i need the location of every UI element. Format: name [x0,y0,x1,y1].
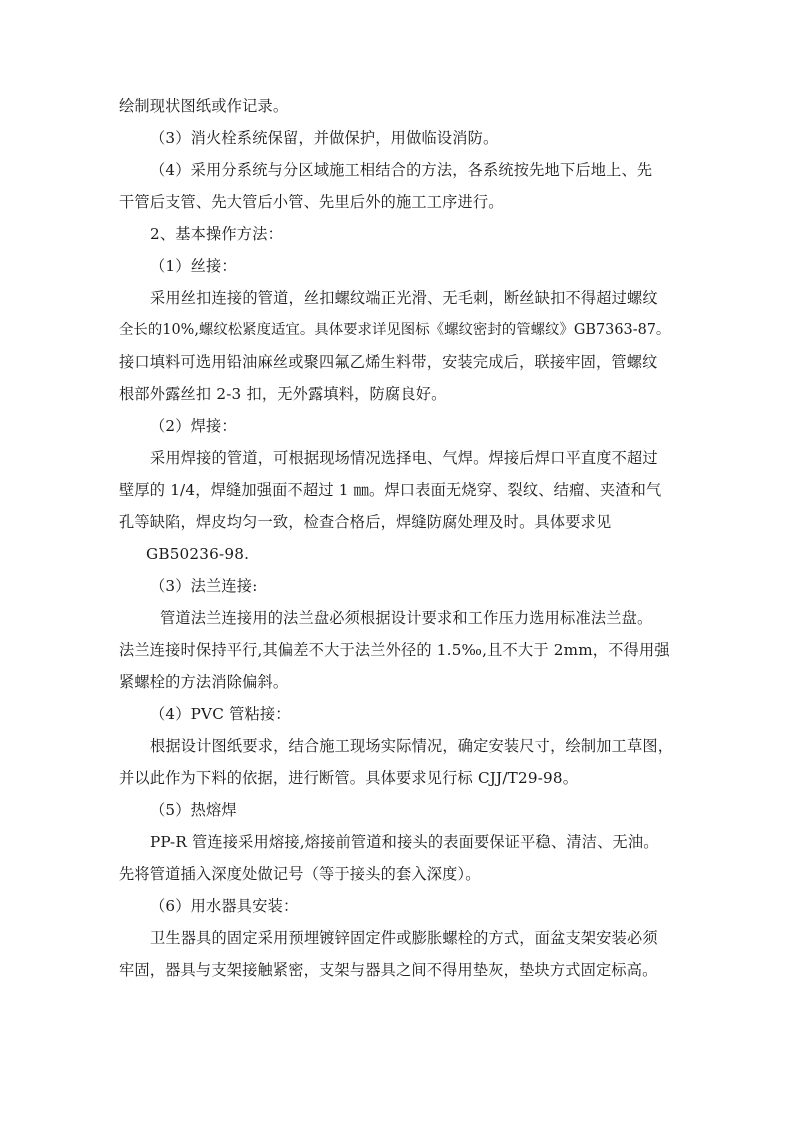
text-line: 紧螺栓的方法消除偏斜。 [119,673,289,691]
text-line: 并以此作为下料的依据，进行断管。具体要求见行标 CJJ/T29-98。 [119,769,579,787]
text-line: PP-R 管连接采用熔接,熔接前管道和接头的表面要保证平稳、清洁、无油。 [150,833,659,851]
text-line: 全长的10%,螺纹松紧度适宜。具体要求详见图标《螺纹密封的管螺纹》GB7363-87。 [119,322,671,338]
text-line: 根部外露丝扣 2-3 扣，无外露填料，防腐良好。 [119,385,447,403]
text-line: 牢固，器具与支架接触紧密，支架与器具之间不得用垫灰，垫块方式固定标高。 [119,961,658,979]
text-line: 卫生器具的固定采用预埋镀锌固定件或膨胀螺栓的方式，面盆支架安装必须 [150,929,658,947]
text-line: 管道法兰连接用的法兰盘必须根据设计要求和工作压力选用标准法兰盘。 [160,609,653,627]
subsection-heading: （6）用水器具安装： [150,897,299,915]
subsection-heading: （4）PVC 管粘接： [150,705,291,723]
text-line: 干管后支管、先大管后小管、先里后外的施工工序进行。 [119,193,504,211]
text-line: 孔等缺陷，焊皮均匀一致，检查合格后，焊缝防腐处理及时。具体要求见 [119,513,612,531]
section-heading: 2、基本操作方法： [150,225,283,243]
text-line: （3）消火栓系统保留，并做保护，用做临设消防。 [150,129,499,147]
text-line: 采用焊接的管道，可根据现场情况选择电、气焊。焊接后焊口平直度不超过 [150,449,658,467]
text-line: （4）采用分系统与分区域施工相结合的方法，各系统按先地下后地上、先 [150,161,653,179]
text-line: 壁厚的 1/4，焊缝加强面不超过 1 ㎜。焊口表面无烧穿、裂纹、结瘤、夹渣和气 [119,481,662,499]
subsection-heading: （1）丝接： [150,257,237,275]
text-line: 先将管道插入深度处做记号（等于接头的套入深度）。 [119,865,481,883]
subsection-heading: （2）焊接： [150,417,237,435]
text-line: 法兰连接时保持平行,其偏差不大于法兰外径的 1.5‰,且不大于 2mm，不得用强 [119,641,670,659]
text-line: 采用丝扣连接的管道，丝扣螺纹端正光滑、无毛刺，断丝缺扣不得超过螺纹 [150,289,658,307]
text-line: GB50236-98. [146,545,250,563]
text-line: 接口填料可选用铅油麻丝或聚四氟乙烯生料带，安装完成后，联接牢固，管螺纹 [119,353,658,371]
subsection-heading: （5）热熔焊 [150,801,237,819]
text-line: 根据设计图纸要求，结合施工现场实际情况，确定安装尺寸，绘制加工草图， [150,737,674,755]
subsection-heading: （3）法兰连接: [150,577,258,595]
text-line: 绘制现状图纸或作记录。 [119,97,289,115]
